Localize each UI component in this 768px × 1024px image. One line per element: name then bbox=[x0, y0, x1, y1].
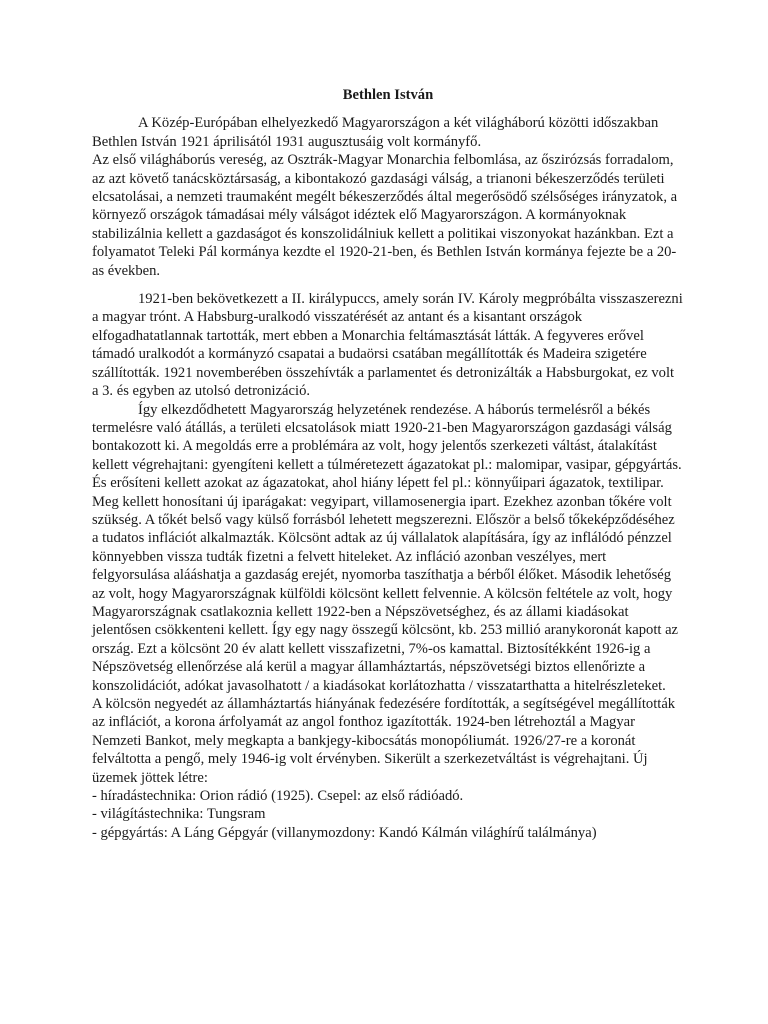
document-body bbox=[92, 114, 684, 842]
document-title: Bethlen István bbox=[342, 87, 434, 103]
paragraph-crisis: Az első világháborús vereség, az Osztrák-Magyar Monarchia felbomlása, az őszirózsás forradalom, az azt követő tanácsköztársaság, a kibontakozó gazdasági válság, a trianoni békeszerződés területi elcsatolásai, a nemzeti traumaként megélt békeszerződés által megerősödő szélsőséges irányzatok, a környező országok támadásai mély válságot idéztek elő Magyarországon. A kormányoknak stabilizálnia kellett a gazdaságot és konszolidálniuk kellett a politikai viszonyokat hazánkban. Ezt a folyamatot Teleki Pál kormánya kezdte el 1920-21-ben, és Bethlen István kormánya fejezte be a 20-as években. bbox=[92, 152, 678, 279]
list-item-lighting: - világítástechnika: Tungsram bbox=[92, 806, 266, 823]
paragraph-loan-use: A kölcsön negyedét az államháztartás hiányának fedezésére fordították, a segítségével megállították az inflációt, a korona árfolyamát az angol fonthoz igazították. 1924-ben létrehoztál a Magyar Nemzeti Bankot, mely megkapta a bankjegy-kibocsátás monopóliumát. 1926/27-re a koronát felváltotta a pengő, mely 1946-ig volt érvényben. Sikerült a szerkezetváltást is végrehajtani. Új üzemek jöttek létre: bbox=[92, 696, 676, 786]
paragraph-economy: Így elkezdődhetett Magyarország helyzetének rendezése. A háborús termelésről a békés termelésre való átállás, a területi elcsatolások miatt 1920-21-ben Magyarországon gazdasági válság bontakozott ki. A megoldás erre a problémára az volt, hogy jelentős szerkezeti váltást, átalakítást kellett végrehajtani: gyengíteni kellett a túlméretezett ágazatokat pl.: malomipar, vasipar, gépgyártás. És erősíteni kellett azokat az ágazatokat, ahol hiány lépett fel pl.: könnyűipari ágazatok, textilipar. Meg kellett honosítani új iparágakat: vegyipart, villamosenergia ipart. Ezekhez azonban tőkére volt szükség. A tőkét belső vagy külső forrásból lehetett megszerezni. Először a belső tőkeképződéséhez a tudatos inflációt alkalmazták. Kölcsönt adtak az új vállalatok alapítására, így az inflálódó pénzzel könnyebben vissza tudták fizetni a felvett hiteleket. Az infláció azonban veszélyes, mert felgyorsulása alááshatja a gazdaság erejét, nyomorba taszíthatja a bérből élőket. Második lehetőség az volt, hogy Magyarországnak külföldi kölcsönt kellett felvennie. A kölcsön feltétele az volt, hogy Magyarországnak csatlakoznia kellett 1922-ben a Népszövetséghez, és az állami kiadásokat jelentősen csökkenteni kellett. Így egy nagy összegű kölcsönt, kb. 253 millió aranykoronát kapott az ország. Ezt a kölcsönt 20 év alatt kellett visszafizetni, 7%-os kamattal. Biztosítékként 1926-ig a Népszövetség ellenőrzése alá kerül a magyar államháztartás, népszövetségi biztos ellenőrizte a konszolidációt, adókat javasolhatott / a kiadásokat korlátozhatta / visszatarthatta a hitelrészleteket. bbox=[92, 401, 682, 694]
document-page bbox=[92, 86, 684, 842]
list-item-telecom: - híradástechnika: Orion rádió (1925). Csepel: az első rádióadó. bbox=[92, 788, 464, 805]
paragraph-royal-coup: 1921-ben bekövetkezett a II. királypuccs, amely során IV. Károly megpróbálta visszaszerezni a magyar trónt. A Habsburg-uralkodó visszatérését az antant és a kisantant országok elfogadhatatlannak tartották, mert ebben a Monarchia feltámasztását látták. A fegyveres erővel támadó uralkodót a kormányzó csapatai a budaörsi csatában megállították és Madeira szigetére szállították. 1921 novemberében összehívták a parlamentet és detronizálták a Habsburgokat, ez volt a 3. és egyben az utolsó detronizáció. bbox=[92, 291, 683, 400]
paragraph-intro: A Közép-Európában elhelyezkedő Magyarországon a két világháború közötti időszakban Bethlen István 1921 áprilisától 1931 augusztusáig volt kormányfő. bbox=[92, 115, 659, 150]
list-item-machinery: - gépgyártás: A Láng Gépgyár (villanymozdony: Kandó Kálmán világhírű találmánya) bbox=[92, 824, 597, 841]
